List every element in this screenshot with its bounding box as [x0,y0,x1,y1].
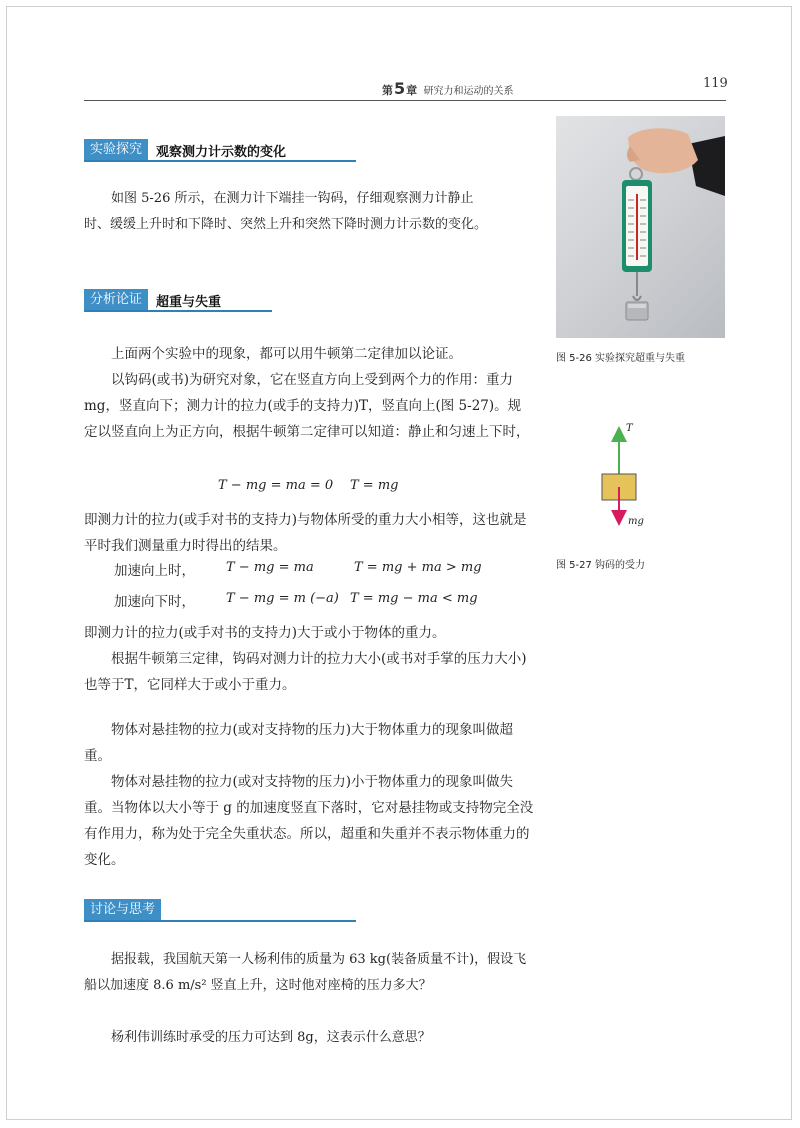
section-heading-discussion [84,899,161,921]
section-tag: 实验探究 [84,139,148,161]
page-number: 119 [703,76,728,91]
paragraph: 据报载，我国航天第一人杨利伟的质量为 63 kg(装备质量不计)，假设飞船以加速度 8.6 m/s² 竖直上升，这时他对座椅的压力多大？ [84,952,527,993]
section-tag: 分析论证 [84,289,148,311]
paragraph: 物体对悬挂物的拉力(或对支持物的压力)大于物体重力的现象叫做超重。 [84,722,514,764]
section-title: 观察测力计示数的变化 [156,144,287,160]
force-diagram [580,420,660,532]
section-underline [84,310,272,312]
paragraph: 以钩码(或书)为研究对象，它在竖直方向上受到两个力的作用：重力 mg，竖直向下；测力计的拉力(或手的支持力)T，竖直向上(图 5-27)。规定以竖直向上为正方向，根据牛顿第二定律可以知道：静止和匀速上下时， [84,372,530,440]
chapter-suffix: 章 [406,84,418,97]
equation-label: 加速向下时， [114,594,195,610]
paragraph: 杨利伟训练时承受的压力可达到 8g，这表示什么意思？ [111,1030,431,1045]
force-diagram-svg [580,420,660,532]
paragraph: 即测力计的拉力(或手对书的支持力)与物体所受的重力大小相等，这也就是平时我们测量重力时得出的结果。 [84,512,527,554]
equation: T = mg + ma > mg [354,560,482,575]
section-tag: 讨论与思考 [84,899,161,921]
paragraph: 上面两个实验中的现象，都可以用牛顿第二定律加以论证。 [111,346,462,362]
experiment-text: 如图 5-26 所示，在测力计下端挂一钩码，仔细观察测力计静止时、缓缓上升时和下降时、突然上升和突然下降时测力计示数的变化。 [84,191,488,232]
figure-caption-5-26: 图 5-26 实验探究超重与失重 [556,353,686,364]
paragraph: 即测力计的拉力(或手对书的支持力)大于或小于物体的重力。 [84,625,446,641]
header-rule [84,100,726,101]
equation: T = mg − ma < mg [350,591,478,606]
equation-label: 加速向上时， [114,563,195,579]
running-header [382,79,514,98]
section-title: 超重与失重 [156,294,222,310]
figure-caption-5-27: 图 5-27 钩码的受力 [556,560,646,571]
force-label-mg: mg [628,516,644,527]
force-label-T: T [626,423,633,434]
chapter-number: 5 [394,79,406,98]
spring-scale-photo [556,116,725,338]
chapter-title: 研究力和运动的关系 [423,86,514,97]
chapter-prefix: 第 [382,84,393,97]
section-underline [84,920,356,922]
equation: T − mg = ma = 0 [218,478,334,493]
equation: T − mg = m (−a) [226,591,339,606]
equation: T = mg [350,478,399,493]
paragraph: 物体对悬挂物的拉力(或对支持物的压力)小于物体重力的现象叫做失重。当物体以大小等于 g 的加速度竖直下落时，它对悬挂物或支持物完全没有作用力，称为处于完全失重状态。所以，超重和失重并不表示物体重力的变化。 [84,774,534,868]
spring-scale-illustration [556,116,725,338]
section-heading-experiment [84,139,286,161]
section-underline [84,160,356,162]
equation: T − mg = ma [226,560,314,575]
section-heading-analysis [84,289,221,311]
paragraph: 根据牛顿第三定律，钩码对测力计的拉力大小(或书对手掌的压力大小)也等于T，它同样大于或小于重力。 [84,651,527,693]
